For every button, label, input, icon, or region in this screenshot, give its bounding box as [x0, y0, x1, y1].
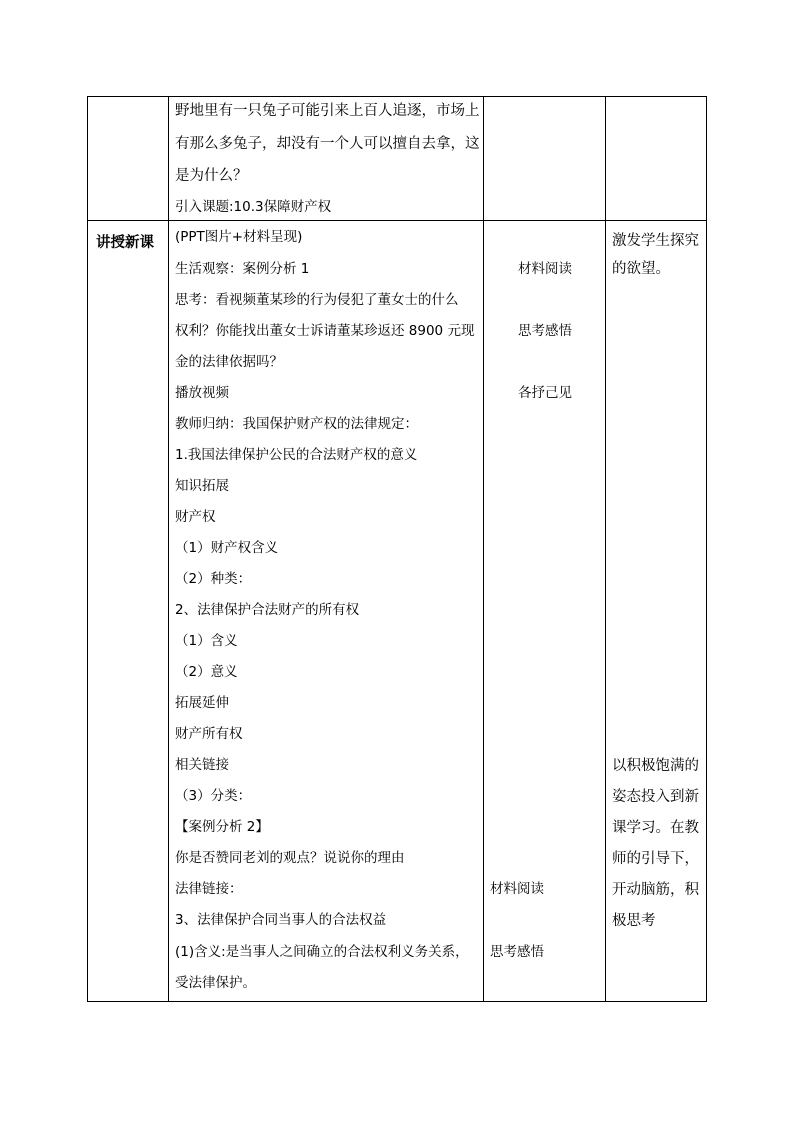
content-line: 引入课题:10.3保障财产权: [175, 199, 332, 215]
content-line: (PPT图片+材料呈现): [175, 229, 303, 245]
intent-line: 姿态投入到新: [612, 789, 699, 805]
activity-label: 各抒己见: [518, 385, 572, 401]
intent-line: 开动脑筋，积: [612, 882, 699, 898]
intent-line: 以积极饱满的: [612, 758, 699, 774]
content-line: 2、法律保护合法财产的所有权: [175, 602, 360, 618]
content-line: 受法律保护。: [175, 975, 256, 991]
content-line: 拓展延伸: [175, 695, 229, 711]
content-line: 有那么多兔子，却没有一个人可以擅自去拿，这: [175, 136, 480, 152]
content-line: 知识拓展: [175, 478, 229, 494]
content-line: 教师归纳：我国保护财产权的法律规定：: [175, 416, 418, 432]
design-intent-cell: [606, 221, 706, 1001]
content-line: 1.我国法律保护公民的合法财产权的意义: [175, 447, 418, 463]
intro-content-cell: [169, 97, 482, 220]
intent-line: 激发学生探究: [612, 233, 699, 249]
content-line: 法律链接：: [175, 881, 243, 897]
activity-label: 材料阅读: [490, 881, 544, 897]
content-line: 相关链接: [175, 757, 229, 773]
content-line: （1）含义: [175, 633, 238, 649]
activity-label: 材料阅读: [518, 261, 572, 277]
lesson-plan-table: [87, 96, 707, 1002]
teaching-content-cell: [169, 221, 482, 1001]
content-line: 思考：看视频董某珍的行为侵犯了董女士的什么: [175, 292, 459, 308]
content-line: 野地里有一只兔子可能引来上百人追逐，市场上: [175, 103, 480, 119]
intent-line: 的欲望。: [612, 261, 670, 277]
content-line: 财产权: [175, 509, 216, 525]
content-line: （2）种类：: [175, 571, 252, 587]
content-line: 生活观察：案例分析 1: [175, 261, 310, 277]
content-line: 3、法律保护合同当事人的合法权益: [175, 912, 387, 928]
student-activity-cell: [484, 221, 604, 1001]
content-line: 你是否赞同老刘的观点？说说你的理由: [175, 850, 405, 866]
intent-line: 师的引导下，: [612, 851, 699, 867]
content-line: （1）财产权含义: [175, 540, 279, 556]
content-line: 【案例分析 2】: [175, 819, 269, 835]
activity-label: 思考感悟: [490, 944, 544, 960]
intent-line: 课学习。在教: [612, 820, 699, 836]
stage-label: 讲授新课: [96, 235, 154, 251]
activity-label: 思考感悟: [518, 323, 572, 339]
content-line: 播放视频: [175, 385, 229, 401]
intent-line: 极思考: [612, 913, 656, 929]
content-line: 权利？你能找出董女士诉请董某珍返还 8900 元现: [175, 323, 475, 339]
content-line: 金的法律依据吗？: [175, 354, 283, 370]
content-line: 财产所有权: [175, 726, 243, 742]
content-line: (1)含义:是当事人之间确立的合法权利义务关系，: [175, 944, 469, 960]
content-line: （2）意义: [175, 664, 238, 680]
content-line: （3）分类：: [175, 788, 252, 804]
content-line: 是为什么？: [175, 168, 248, 184]
